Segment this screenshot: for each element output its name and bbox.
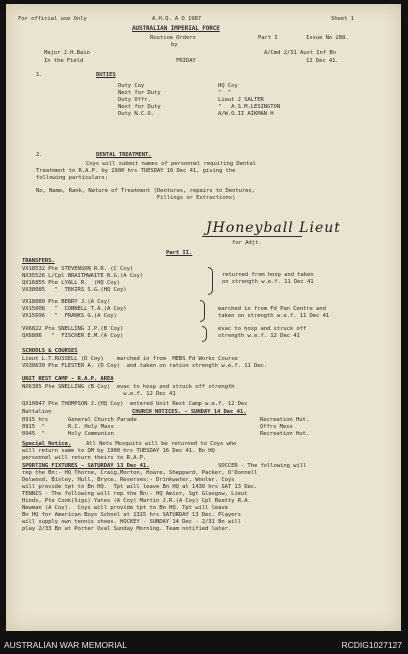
transfers-heading: TRANSFERS. xyxy=(22,258,55,264)
church-time: 0945 " xyxy=(22,431,45,437)
church-place: Recreation Hut. xyxy=(260,417,310,423)
church-place: Recreation Hut. xyxy=(260,431,310,437)
transfer-entry: QX6806 " FISCHER E.M.(A Coy) xyxy=(22,333,124,339)
sporting-heading: SPORTING FIXTURES - SATURDAY 13 Dec 41. xyxy=(22,463,150,469)
schools-heading: SCHOOLS & COURSES xyxy=(22,348,78,354)
rest-camp-entry: NX6385 Pte SNELLING (B Coy) evac to hosp and struck off strength xyxy=(22,384,235,390)
sporting-text: rep the Bn:- HQ Thorne, Craig,Morton, Hoare, Sheppard, Packer, O'Donnell xyxy=(22,470,258,476)
sheet-number: Sheet 1 xyxy=(331,16,354,22)
dental-text: No, Name, Rank, Nature of Treatment (Dentures, repairs to Dentures, xyxy=(36,188,255,194)
church-heading: CHURCH NOTICES. - SUNDAY 14 Dec 41. xyxy=(132,409,247,415)
part2-title: Part II. xyxy=(166,250,193,256)
schools-entry: VX30630 Pte FLESTER A. (D Coy) and taken on ration strength w.e.f. 11 Dec. xyxy=(22,363,268,369)
transfer-note: strength w.e.f. 12 Dec 41 xyxy=(218,333,300,339)
signature-line xyxy=(202,236,302,237)
duty-value: Lieut J SALTER xyxy=(218,97,264,103)
for-adjt: for Adjt. xyxy=(232,240,262,246)
church-place: Offrs Mess xyxy=(260,424,293,430)
dental-number: 2. xyxy=(36,152,43,158)
transfer-entry: QX16855 Pte LYALL R. (HQ Coy) xyxy=(22,280,121,286)
sporting-text: Hinds, Pte Cook(Sigs) Yates (A Coy) Martin J.R.(A Coy) Cpl Beatty R.A. xyxy=(22,498,251,504)
dental-text: following particulars: xyxy=(36,175,108,181)
duties-number: 1. xyxy=(36,72,43,78)
sporting-text: Newman (A Coy). Coys will provide tpt to Bn HQ. Tpt will leave xyxy=(22,505,228,511)
sporting-text: play 2/33 Bn at Porter Oval Sunday Morning. Team notified later. xyxy=(22,526,232,532)
command-line: A/Cmd 2/31 Aust Inf Bn xyxy=(264,50,336,56)
footer-source: AUSTRALIAN WAR MEMORIAL xyxy=(4,640,127,650)
duty-value: " A.S.M.LESINGTON xyxy=(218,104,281,110)
transfer-note: marched in from Fd Pan Centre and xyxy=(218,306,326,312)
sporting-text: will supply own tennis shoes. HOCKEY - SUNDAY 14 Dec - 2/31 Bn will xyxy=(22,519,241,525)
duty-label: Next for Duty xyxy=(118,104,161,110)
schools-entry: Lieut L.T.RUSSELL (D Coy) marched in from MEBS Fd Works Course xyxy=(22,356,238,362)
church-label: Battalion xyxy=(22,409,52,415)
order-reference: A.H.Q. A O 1987 xyxy=(152,16,202,22)
special-text: will return same to QM by 1900 hrs TUESDAY 16 Dec 41. Bn HQ xyxy=(22,448,215,454)
transfer-entry: VX15008 " CONNELL T.A.(A Coy) xyxy=(22,306,127,312)
sporting-text: Bn HQ for American Boys School at 1315 hrs SATURDAY 13 Dec. Players xyxy=(22,512,241,518)
church-service: General Church Parade xyxy=(68,417,137,423)
duty-label: Duty Offr. xyxy=(118,97,151,103)
sporting-text: Delwood, Bisley, Hull, Bryce, Reserves:- Drinkwater, Wooler. Coys xyxy=(22,477,235,483)
dental-text: Fillings or Extractions) xyxy=(36,195,236,201)
transfer-entry: VX18080 Pte BERRY J.(A Coy) xyxy=(22,299,111,305)
issue-number: Issue No 288. xyxy=(306,35,349,41)
dental-heading: DENTAL TREATMENT. xyxy=(96,152,152,158)
transfer-entry: VX38085 " TEKIRS S.G.(HQ Coy) xyxy=(22,287,127,293)
duties-heading: DUTIES xyxy=(96,72,116,78)
special-text: personnel will return theirs to R.A.P. xyxy=(22,455,147,461)
signature: JHoneyball Lieut xyxy=(206,220,341,236)
transfer-entry: VX18532 Pte STEVENSON R.R. (C Coy) xyxy=(22,266,134,272)
transfer-note: taken on strength w.e.f. 11 Dec 41 xyxy=(218,313,330,319)
transfer-note: on strength w.e.f. 11 Dec 41 xyxy=(222,279,314,285)
dental-text: Coys will submit names of personnel requiring Dental xyxy=(86,161,256,167)
special-heading: Special Notice. xyxy=(22,441,72,447)
rest-camp-entry: QX10847 Pte THOMPSON J.(HQ Coy) entered Unit Rest Camp w.e.f. 12 Dec xyxy=(22,401,248,407)
sporting-text: TENNIS - The following will rep the Bn:- HQ Amior, Sgt Glasgow, Lieut xyxy=(22,491,248,497)
transfer-entry: VX15696 " FRANKS G.(A Coy) xyxy=(22,313,117,319)
day: FRIDAY xyxy=(176,58,196,64)
transfer-entry: VX6822 Pte SNELLING J.P.(B Coy) xyxy=(22,326,124,332)
by-label: by xyxy=(171,42,178,48)
force-title: AUSTRALIAN IMPERIAL FORCE xyxy=(132,25,220,32)
document-page xyxy=(6,4,401,631)
bracket xyxy=(200,300,205,322)
part-label: Part I xyxy=(258,35,278,41)
classification: For official use Only xyxy=(18,16,87,22)
rest-camp-heading: UNIT REST CAMP - R.A.P. AREA xyxy=(22,376,114,382)
sporting-text: will provide tpt to Bn HQ. Tpt will leave Bn HQ at 1430 hrs SAT 13 Dec. xyxy=(22,484,258,490)
transfer-note: evac to hosp and struck off xyxy=(218,326,307,332)
duty-label: Duty Coy xyxy=(118,83,145,89)
church-service: Holy Communion xyxy=(68,431,114,437)
duty-value: " " xyxy=(218,90,232,96)
commander: Major J.H.Bain xyxy=(44,50,90,56)
duty-label: Next for Duty xyxy=(118,90,161,96)
location: In the Field xyxy=(44,58,84,64)
sporting-text: SOCCER - The following will xyxy=(218,463,307,469)
special-text: All Nets Mosquito will be returned to Coys who xyxy=(86,441,237,447)
footer-id: RCDIG1027127 xyxy=(341,640,402,650)
duty-label: Duty N.C.O. xyxy=(118,111,154,117)
transfer-entry: NX35526 L/Cpl BRAITHWAITE R.G.(A Coy) xyxy=(22,273,143,279)
dental-text: Treatment to R.A.P. by 1900 hrs TUESDAY 16 Dec 41, giving the xyxy=(36,168,236,174)
duty-value: A/W.O.II AIKMAN H xyxy=(218,111,274,117)
rest-camp-entry: w.e.f. 12 Dec 41 xyxy=(22,391,176,397)
bracket xyxy=(208,267,213,295)
archive-footer xyxy=(0,632,408,654)
bracket xyxy=(202,326,207,342)
church-time: 0915 hrs xyxy=(22,417,49,423)
transfer-note: returned from hosp and taken xyxy=(222,272,314,278)
duty-value: HQ Coy xyxy=(218,83,238,89)
date: 12 Dec 41. xyxy=(306,58,339,64)
routine-orders: Routine Orders xyxy=(150,35,196,41)
church-service: R.C. Holy Mass xyxy=(68,424,114,430)
church-time: 0915 " xyxy=(22,424,45,430)
